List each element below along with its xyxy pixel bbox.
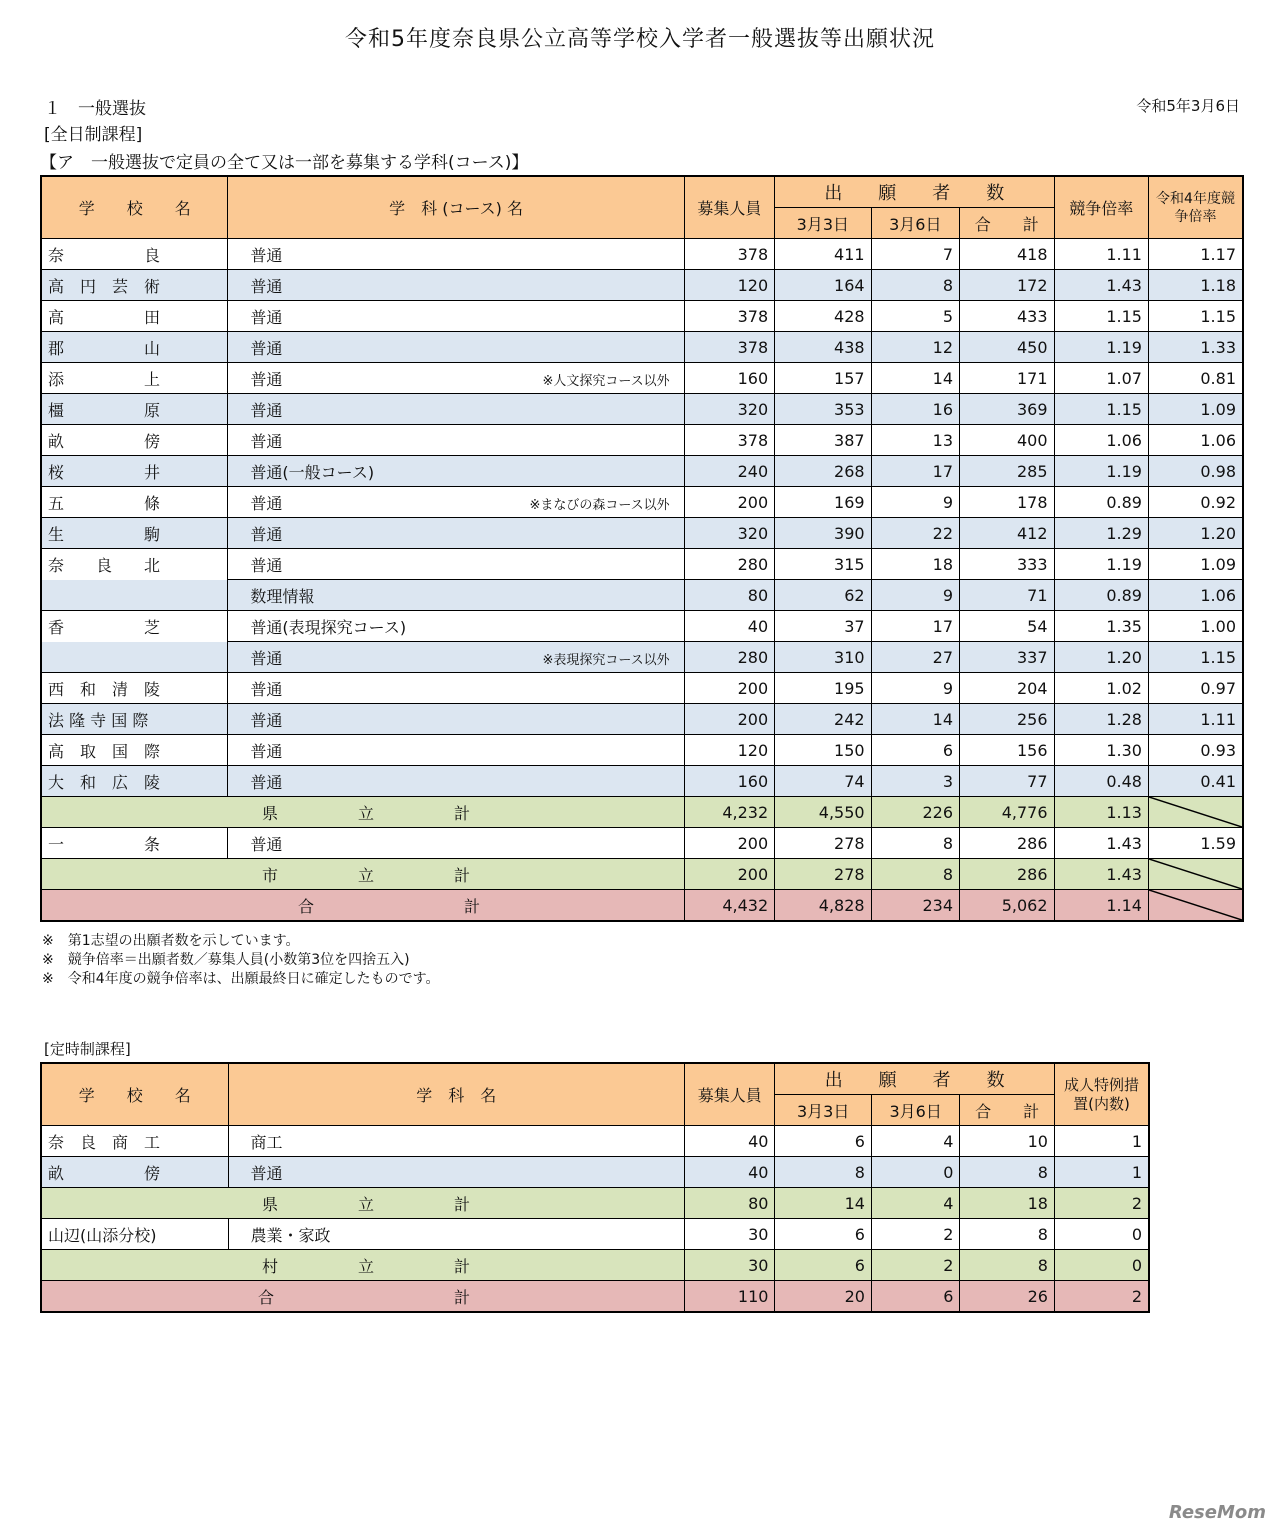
sum-cell: 286 [960, 859, 1054, 890]
d1-cell: 411 [775, 239, 871, 270]
d1-cell: 14 [775, 1188, 872, 1219]
d2-cell: 18 [871, 549, 959, 580]
ratio-cell: 1.20 [1054, 642, 1148, 673]
sum-cell: 5,062 [960, 890, 1054, 922]
diagonal-empty-cell [1148, 859, 1243, 890]
cap-cell: 110 [684, 1281, 774, 1313]
dept-cell [228, 735, 684, 766]
header-prev-ratio: 令和4年度競争倍率 [1148, 176, 1243, 239]
adult-cell: 0 [1054, 1219, 1149, 1250]
ratio-cell: 1.30 [1054, 735, 1148, 766]
school-name-cell: 添 上 [41, 363, 228, 394]
sum-cell: 418 [960, 239, 1054, 270]
table-row [41, 425, 1243, 456]
sum-cell: 10 [960, 1126, 1055, 1157]
d1-cell: 195 [775, 673, 871, 704]
summary-label: 県 立 計 [41, 797, 684, 828]
table-row [41, 394, 1243, 425]
cap-cell: 120 [684, 735, 774, 766]
prev-cell: 1.15 [1148, 301, 1243, 332]
school-name-cell: 生 駒 [41, 518, 228, 549]
dept-note: ※人文探究コース以外 [542, 374, 670, 389]
dept-cell [228, 363, 684, 394]
dept-name: 普通 [250, 400, 283, 420]
prev-cell: 1.15 [1148, 642, 1243, 673]
d2-cell: 234 [871, 890, 959, 922]
summary-label: 県 立 計 [41, 1188, 684, 1219]
cap-cell: 280 [684, 642, 774, 673]
d1-cell: 164 [775, 270, 871, 301]
table-row [41, 270, 1243, 301]
report-date: 令和5年3月6日 [1136, 97, 1240, 115]
school-name-cell: 橿 原 [41, 394, 228, 425]
prev-cell: 1.33 [1148, 332, 1243, 363]
d2-cell: 8 [871, 828, 959, 859]
sum-cell: 433 [960, 301, 1054, 332]
prev-cell: 1.06 [1148, 425, 1243, 456]
dept-cell: 商工 [228, 1126, 684, 1157]
d2-cell: 27 [871, 642, 959, 673]
cap-cell: 200 [684, 828, 774, 859]
ratio-cell: 1.13 [1054, 797, 1148, 828]
cap-cell: 200 [684, 673, 774, 704]
dept-name: 普通 [250, 710, 283, 730]
table-row [41, 673, 1243, 704]
dept-cell [228, 549, 684, 580]
cap-cell: 160 [684, 363, 774, 394]
ratio-cell: 1.11 [1054, 239, 1148, 270]
header-capacity: 募集人員 [684, 1063, 774, 1126]
d1-cell: 8 [775, 1157, 872, 1188]
dept-cell [228, 766, 684, 797]
diagonal-empty-cell [1148, 797, 1243, 828]
course-label-fulltime: [全日制課程] [44, 125, 143, 145]
d2-cell: 14 [871, 363, 959, 394]
header-school: 学 校 名 [41, 176, 228, 239]
dept-cell: 普通 [228, 828, 684, 859]
cap-cell: 40 [684, 1126, 774, 1157]
ratio-cell: 1.07 [1054, 363, 1148, 394]
d1-cell: 169 [775, 487, 871, 518]
cap-cell: 200 [684, 487, 774, 518]
sum-cell: 8 [960, 1157, 1055, 1188]
d1-cell: 157 [775, 363, 871, 394]
school-name-cell: 西 和 清 陵 [41, 673, 228, 704]
cap-cell: 40 [684, 611, 774, 642]
school-name-cell: 一 条 [41, 828, 228, 859]
dept-cell [228, 487, 684, 518]
table-row [41, 766, 1243, 797]
d1-cell: 62 [775, 580, 871, 611]
dept-name: 普通(表現探究コース) [250, 617, 407, 637]
total-label-b: 計 [454, 1287, 471, 1307]
dept-cell [228, 270, 684, 301]
header-date2: 3月6日 [871, 1095, 959, 1126]
summary-row [41, 859, 1243, 890]
table-row [41, 239, 1243, 270]
d2-cell: 6 [871, 1281, 959, 1313]
header-sum: 合 計 [960, 1095, 1055, 1126]
cap-cell: 280 [684, 549, 774, 580]
logo: ReseMom [1168, 1502, 1266, 1523]
table-row [41, 332, 1243, 363]
sum-cell: 178 [960, 487, 1054, 518]
dept-note: ※まなびの森コース以外 [529, 498, 670, 513]
cap-cell: 160 [684, 766, 774, 797]
cap-cell: 378 [684, 425, 774, 456]
summary-label [41, 890, 684, 922]
total-label-a: 合 [298, 896, 315, 916]
d1-cell: 6 [775, 1219, 872, 1250]
dept-cell [228, 580, 684, 611]
dept-cell [228, 611, 684, 642]
header-date1: 3月3日 [775, 208, 871, 239]
dept-name: 普通 [250, 555, 283, 575]
school-name-cell: 高 田 [41, 301, 228, 332]
d1-cell: 390 [775, 518, 871, 549]
note-1: ※ 第1志望の出願者数を示しています。 [42, 933, 300, 949]
school-name-cell: 五 條 [41, 487, 228, 518]
d1-cell: 387 [775, 425, 871, 456]
ratio-cell: 1.19 [1054, 456, 1148, 487]
table-row [41, 487, 1243, 518]
prev-cell: 0.97 [1148, 673, 1243, 704]
d2-cell: 12 [871, 332, 959, 363]
header-sum: 合 計 [960, 208, 1054, 239]
d2-cell: 4 [871, 1126, 959, 1157]
cap-cell: 320 [684, 518, 774, 549]
cap-cell: 378 [684, 332, 774, 363]
adult-cell: 1 [1054, 1126, 1149, 1157]
table-row [41, 580, 1243, 611]
dept-name: 普通 [250, 648, 283, 668]
notes [42, 932, 440, 989]
d1-cell: 310 [775, 642, 871, 673]
summary-label: 市 立 計 [41, 859, 684, 890]
cap-cell: 30 [684, 1219, 774, 1250]
prev-cell: 1.11 [1148, 704, 1243, 735]
table-row [41, 518, 1243, 549]
table-row [41, 301, 1243, 332]
sum-cell: 412 [960, 518, 1054, 549]
d2-cell: 16 [871, 394, 959, 425]
d2-cell: 8 [871, 270, 959, 301]
table-row [41, 456, 1243, 487]
prev-cell: 0.81 [1148, 363, 1243, 394]
prev-cell: 1.17 [1148, 239, 1243, 270]
table-row [41, 363, 1243, 394]
d2-cell: 22 [871, 518, 959, 549]
prev-cell: 0.93 [1148, 735, 1243, 766]
sum-cell: 8 [960, 1250, 1055, 1281]
ratio-cell: 1.28 [1054, 704, 1148, 735]
dept-cell [228, 425, 684, 456]
d2-cell: 17 [871, 611, 959, 642]
note-2: ※ 競争倍率＝出願者数／募集人員(小数第3位を四捨五入) [42, 952, 410, 968]
d1-cell: 6 [775, 1250, 872, 1281]
table-row [41, 1126, 1149, 1157]
ratio-cell: 1.35 [1054, 611, 1148, 642]
adult-cell: 2 [1054, 1188, 1149, 1219]
ratio-cell: 1.43 [1054, 828, 1148, 859]
cap-cell: 80 [684, 580, 774, 611]
prev-cell: 0.98 [1148, 456, 1243, 487]
prev-cell: 1.06 [1148, 580, 1243, 611]
d2-cell: 8 [871, 859, 959, 890]
d1-cell: 150 [775, 735, 871, 766]
d1-cell: 74 [775, 766, 871, 797]
school-name-cell: 郡 山 [41, 332, 228, 363]
d2-cell: 7 [871, 239, 959, 270]
header-applicants: 出 願 者 数 [775, 176, 1054, 208]
sum-cell: 18 [960, 1188, 1055, 1219]
summary-label [41, 1281, 684, 1313]
d2-cell: 3 [871, 766, 959, 797]
d2-cell: 9 [871, 673, 959, 704]
header-applicants: 出 願 者 数 [775, 1063, 1055, 1095]
d2-cell: 13 [871, 425, 959, 456]
d1-cell: 4,550 [775, 797, 871, 828]
d1-cell: 278 [775, 859, 871, 890]
dept-cell [228, 301, 684, 332]
prev-cell: 1.18 [1148, 270, 1243, 301]
sum-cell: 8 [960, 1219, 1055, 1250]
sum-cell: 256 [960, 704, 1054, 735]
dept-name: 普通 [250, 741, 283, 761]
total-label-b: 計 [464, 896, 481, 916]
prev-cell: 1.09 [1148, 394, 1243, 425]
adult-cell: 2 [1054, 1281, 1149, 1313]
ratio-cell: 1.15 [1054, 301, 1148, 332]
dept-name: 普通 [250, 772, 283, 792]
prev-cell: 0.92 [1148, 487, 1243, 518]
d2-cell: 226 [871, 797, 959, 828]
sum-cell: 156 [960, 735, 1054, 766]
header-date1: 3月3日 [775, 1095, 872, 1126]
ratio-cell: 1.15 [1054, 394, 1148, 425]
ratio-cell: 1.19 [1054, 549, 1148, 580]
ratio-cell: 0.89 [1054, 580, 1148, 611]
sum-cell: 26 [960, 1281, 1055, 1313]
cap-cell: 240 [684, 456, 774, 487]
summary-row [41, 890, 1243, 922]
adult-cell: 0 [1054, 1250, 1149, 1281]
dept-name: 普通 [250, 276, 283, 296]
summary-row [41, 797, 1243, 828]
school-name-cell: 香 芝 [41, 611, 228, 642]
d2-cell: 0 [871, 1157, 959, 1188]
ratio-cell: 1.43 [1054, 270, 1148, 301]
dept-cell [228, 239, 684, 270]
dept-cell [228, 673, 684, 704]
course-label-parttime: [定時制課程] [44, 1040, 131, 1058]
total-label-a: 合 [258, 1287, 275, 1307]
d2-cell: 6 [871, 735, 959, 766]
dept-name: 普通 [250, 679, 283, 699]
dept-name: 普通(一般コース) [250, 462, 375, 482]
ratio-cell: 1.43 [1054, 859, 1148, 890]
ratio-cell: 0.48 [1054, 766, 1148, 797]
note-3: ※ 令和4年度の競争倍率は、出願最終日に確定したものです。 [42, 971, 440, 987]
school-name-cell: 桜 井 [41, 456, 228, 487]
sum-cell: 450 [960, 332, 1054, 363]
sum-cell: 71 [960, 580, 1054, 611]
header-school: 学 校 名 [41, 1063, 228, 1126]
d1-cell: 438 [775, 332, 871, 363]
dept-cell: 普通 [228, 1157, 684, 1188]
d1-cell: 353 [775, 394, 871, 425]
dept-cell [228, 332, 684, 363]
table-row [41, 704, 1243, 735]
header-adult: 成人特例措置(内数) [1054, 1063, 1149, 1126]
school-name-cell [41, 642, 228, 673]
sum-cell: 171 [960, 363, 1054, 394]
dept-cell [228, 704, 684, 735]
d1-cell: 242 [775, 704, 871, 735]
cap-cell: 200 [684, 859, 774, 890]
cap-cell: 80 [684, 1188, 774, 1219]
school-name-cell: 大 和 広 陵 [41, 766, 228, 797]
section-heading: １ 一般選抜 [44, 99, 146, 119]
d1-cell: 315 [775, 549, 871, 580]
dept-cell [228, 642, 684, 673]
diagonal-empty-cell [1148, 890, 1243, 922]
sum-cell: 285 [960, 456, 1054, 487]
sum-cell: 400 [960, 425, 1054, 456]
table-row [41, 828, 1243, 859]
sum-cell: 172 [960, 270, 1054, 301]
sum-cell: 369 [960, 394, 1054, 425]
ratio-cell: 1.19 [1054, 332, 1148, 363]
summary-label: 村 立 計 [41, 1250, 684, 1281]
prev-cell: 1.59 [1148, 828, 1243, 859]
school-name-cell: 奈 良 [41, 239, 228, 270]
sum-cell: 54 [960, 611, 1054, 642]
summary-row [41, 1281, 1149, 1313]
cap-cell: 378 [684, 301, 774, 332]
d1-cell: 278 [775, 828, 871, 859]
school-name-cell: 山辺(山添分校) [41, 1219, 228, 1250]
school-name-cell: 高 円 芸 術 [41, 270, 228, 301]
ratio-cell: 1.29 [1054, 518, 1148, 549]
dept-cell: 農業・家政 [228, 1219, 684, 1250]
category-label: 【ア 一般選抜で定員の全て又は一部を募集する学科(コース)】 [40, 153, 529, 173]
dept-cell [228, 456, 684, 487]
table-row [41, 549, 1243, 580]
d2-cell: 9 [871, 580, 959, 611]
dept-name: 普通 [250, 431, 283, 451]
cap-cell: 30 [684, 1250, 774, 1281]
summary-row [41, 1188, 1149, 1219]
school-name-cell: 法 隆 寺 国 際 [41, 704, 228, 735]
ratio-cell: 1.14 [1054, 890, 1148, 922]
header-ratio: 競争倍率 [1054, 176, 1148, 239]
summary-row [41, 1250, 1149, 1281]
table-row [41, 1219, 1149, 1250]
adult-cell: 1 [1054, 1157, 1149, 1188]
header-dept: 学 科 (コース) 名 [228, 176, 684, 239]
dept-name: 普通 [250, 369, 283, 389]
cap-cell: 378 [684, 239, 774, 270]
cap-cell: 4,232 [684, 797, 774, 828]
d2-cell: 2 [871, 1250, 959, 1281]
header-capacity: 募集人員 [684, 176, 774, 239]
dept-name: 普通 [250, 524, 283, 544]
school-name-cell: 奈 良 商 工 [41, 1126, 228, 1157]
table-row [41, 642, 1243, 673]
parttime-table [40, 1062, 1150, 1313]
d2-cell: 2 [871, 1219, 959, 1250]
dept-cell [228, 518, 684, 549]
prev-cell: 1.09 [1148, 549, 1243, 580]
sum-cell: 286 [960, 828, 1054, 859]
dept-name: 普通 [250, 307, 283, 327]
d1-cell: 6 [775, 1126, 872, 1157]
d1-cell: 37 [775, 611, 871, 642]
d1-cell: 428 [775, 301, 871, 332]
sum-cell: 77 [960, 766, 1054, 797]
d2-cell: 4 [871, 1188, 959, 1219]
cap-cell: 320 [684, 394, 774, 425]
ratio-cell: 1.02 [1054, 673, 1148, 704]
dept-name: 普通 [250, 338, 283, 358]
d2-cell: 5 [871, 301, 959, 332]
d1-cell: 268 [775, 456, 871, 487]
dept-name: 普通 [250, 493, 283, 513]
d1-cell: 4,828 [775, 890, 871, 922]
fulltime-table [40, 175, 1244, 922]
table-row [41, 611, 1243, 642]
table-row [41, 1157, 1149, 1188]
school-name-cell: 高 取 国 際 [41, 735, 228, 766]
sum-cell: 4,776 [960, 797, 1054, 828]
dept-note: ※表現探究コース以外 [542, 653, 670, 668]
school-name-cell: 畝 傍 [41, 1157, 228, 1188]
prev-cell: 1.20 [1148, 518, 1243, 549]
sum-cell: 337 [960, 642, 1054, 673]
cap-cell: 120 [684, 270, 774, 301]
prev-cell: 0.41 [1148, 766, 1243, 797]
cap-cell: 200 [684, 704, 774, 735]
d2-cell: 9 [871, 487, 959, 518]
ratio-cell: 1.06 [1054, 425, 1148, 456]
school-name-cell [41, 580, 228, 611]
d2-cell: 14 [871, 704, 959, 735]
table-row [41, 735, 1243, 766]
page-title: 令和5年度奈良県公立高等学校入学者一般選抜等出願状況 [345, 27, 935, 52]
header-dept: 学 科 名 [228, 1063, 684, 1126]
header-date2: 3月6日 [871, 208, 959, 239]
dept-name: 普通 [250, 245, 283, 265]
cap-cell: 4,432 [684, 890, 774, 922]
school-name-cell: 奈 良 北 [41, 549, 228, 580]
sum-cell: 204 [960, 673, 1054, 704]
cap-cell: 40 [684, 1157, 774, 1188]
prev-cell: 1.00 [1148, 611, 1243, 642]
d2-cell: 17 [871, 456, 959, 487]
dept-name: 数理情報 [250, 586, 315, 606]
sum-cell: 333 [960, 549, 1054, 580]
school-name-cell: 畝 傍 [41, 425, 228, 456]
ratio-cell: 0.89 [1054, 487, 1148, 518]
dept-cell [228, 394, 684, 425]
d1-cell: 20 [775, 1281, 872, 1313]
